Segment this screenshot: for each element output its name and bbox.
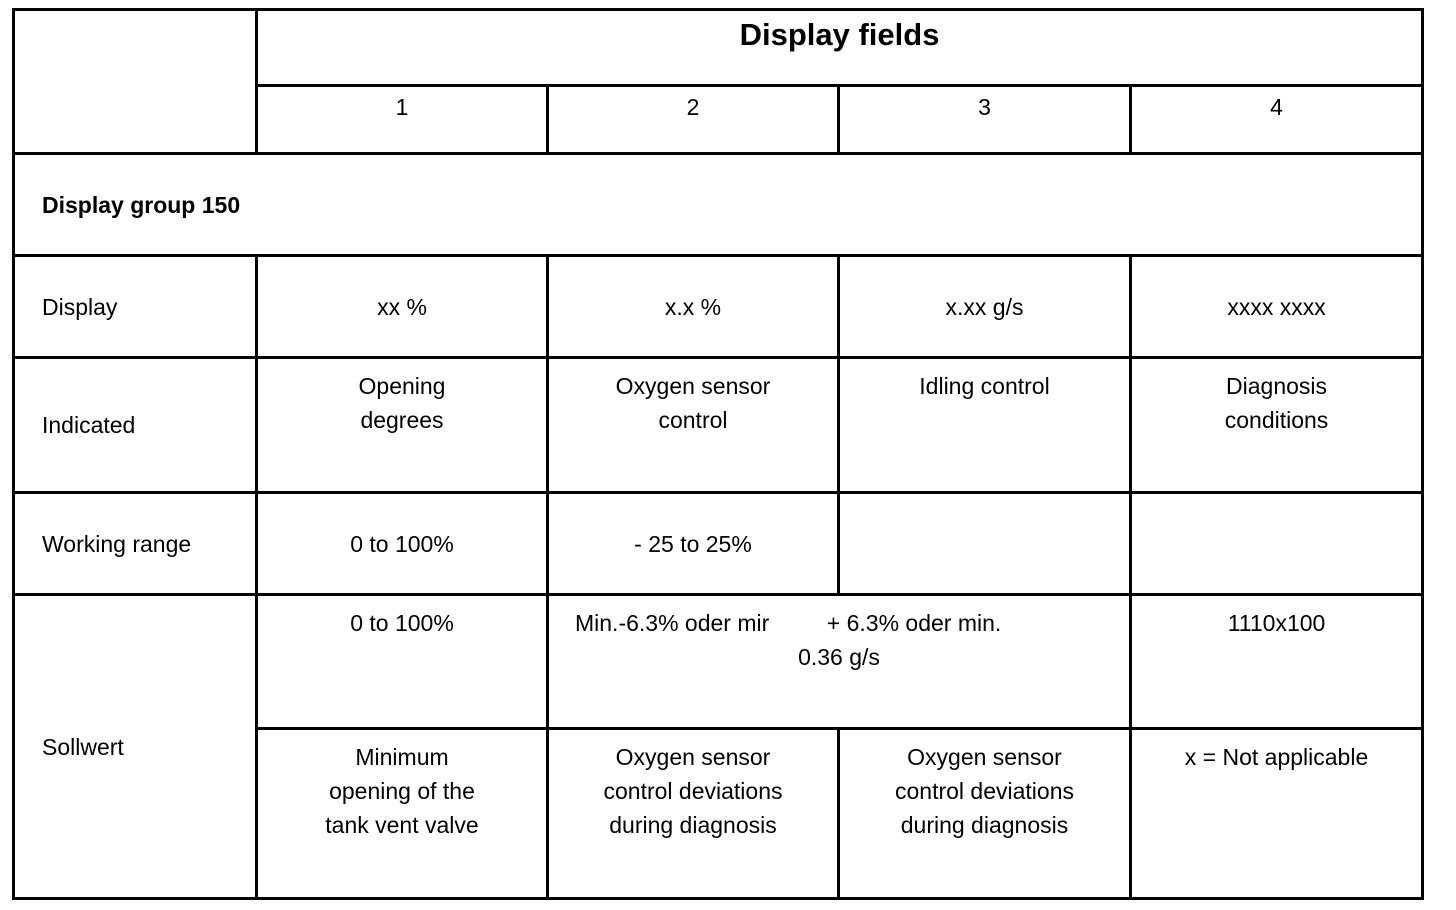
table-cell: Minimum opening of the tank vent valve (257, 729, 548, 899)
header-title-cell (257, 10, 1423, 86)
table-row (14, 256, 1423, 358)
table-row (14, 358, 1423, 493)
merged-table-cell: Min.-6.3% oder mir + 6.3% oder min. 0.36 g/s (548, 595, 1131, 729)
column-header-2: 2 (548, 86, 839, 154)
table-cell: Oxygen sensor control deviations during diagnosis (548, 729, 839, 899)
corner-cell (14, 10, 257, 154)
table-cell: Idling control (839, 358, 1131, 493)
table-cell: x.x % (548, 256, 839, 358)
table-row (14, 493, 1423, 595)
table-cell (1131, 493, 1423, 595)
table-cell: x.xx g/s (839, 256, 1131, 358)
column-header-4: 4 (1131, 86, 1423, 154)
row-label-sollwert: Sollwert (14, 595, 257, 899)
column-header-3: 3 (839, 86, 1131, 154)
table-title: Display fields (739, 17, 940, 52)
table-cell: xx % (257, 256, 548, 358)
table-cell: - 25 to 25% (548, 493, 839, 595)
display-fields-table (12, 8, 1424, 900)
table-cell: Oxygen sensor control deviations during diagnosis (839, 729, 1131, 899)
row-label-display: Display (14, 256, 257, 358)
table-cell: Diagnosis conditions (1131, 358, 1423, 493)
table-cell: 0 to 100% (257, 493, 548, 595)
table-row (14, 595, 1423, 729)
table-cell: xxxx xxxx (1131, 256, 1423, 358)
table-cell: 1110x100 (1131, 595, 1423, 729)
table-cell: 0 to 100% (257, 595, 548, 729)
row-label-working-range: Working range (14, 493, 257, 595)
table-cell: Oxygen sensor control (548, 358, 839, 493)
column-header-1: 1 (257, 86, 548, 154)
display-group-label: Display group 150 (14, 154, 1423, 256)
table-cell: x = Not applicable (1131, 729, 1423, 899)
table-cell: Opening degrees (257, 358, 548, 493)
table-cell (839, 493, 1131, 595)
row-label-indicated: Indicated (14, 358, 257, 493)
